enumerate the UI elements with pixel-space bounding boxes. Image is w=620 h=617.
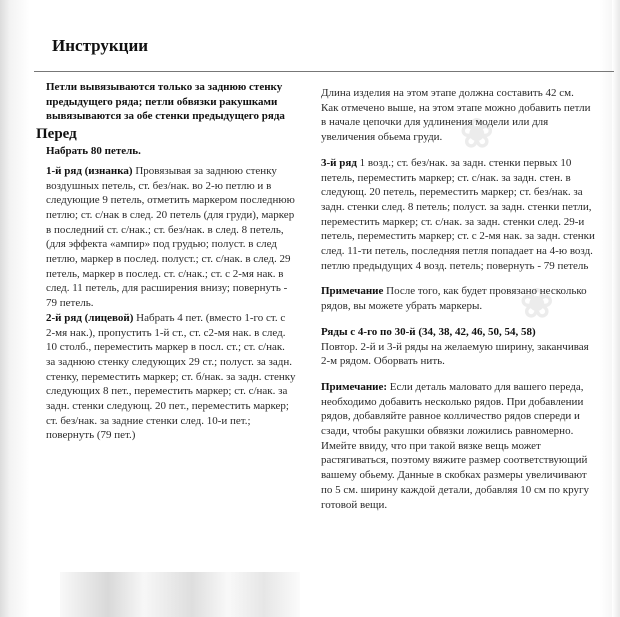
spacer <box>321 369 598 380</box>
row-1-label: 1-й ряд (изнанка) <box>46 164 133 177</box>
rows-range-heading: Ряды с 4-го по 30-й (34, 38, 42, 46, 50, 54, 58) <box>321 325 536 338</box>
row-1-text: Провязывая за заднюю стенку воздушных петель, ст. без/нак. во 2-ю петлю и в следующие 9 петель, отметить маркером последнюю петлю; ст. с/нак в след. 20 петель (для груди), маркер в последний ст. с/нак.; ст. без/нак. в след. 8 петель,(для эффекта «ампир» под грудью; полуст. в след петлю, маркер в послед. полуст.; ст. с/нак. в след. 29 петель, маркер в послед. ст. с/нак.; ст. с 2-мя нак. в след. 11 петель, для расширения внизу; повернуть - 79 петель. <box>46 164 295 310</box>
length-note: Длина изделия на этом этапе должна составить 42 см. <box>321 87 574 99</box>
row-3-text: 1 возд.; ст. без/нак. за задн. стенки первых 10 петель, переместить маркер; ст. с/нак. за задн. стен. в следующ. 20 петель, переместить маркер; ст. без/нак. за задн. стенки след. 8 петель; полуст. за задн. стенки петли, переместить маркер; ст. с/нак. за задн. стенки след. 29-и петель, переместить маркер; ст. с 2-мя нак. за задн. стенки след. 11-ти петель, последняя петля попадает на 4-ю возд. петлю предыдущих 4 возд. петель; повернуть - 79 петель <box>321 156 595 272</box>
row-3-paragraph <box>321 156 598 274</box>
spacer <box>321 273 598 284</box>
rows-range-text: Повтор. 2-й и 3-й ряды на желаемую ширину, заканчивая 2-м рядом. Оборвать нить. <box>321 340 589 368</box>
row-2-paragraph <box>46 311 296 443</box>
row-2-text: Набрать 4 пет. (вместо 1-го ст. с 2-мя нак.), пропустить 1-й ст., ст. с2-мя нак. в след. 10 столб., переместить маркер в посл. ст.; ст. с/нак. за заднюю стенку следующих 29 ст.; полуст. за задн. стенку, переместить маркер; ст. б/нак. за задн. стенку следующих 8 пет., переместить маркер; ст. с/нак. за задн. стенки следующ. 20 пет., переместить маркер; ст. без/нак. за задние стенки след. 10-и пет.; повернуть (79 пет.) <box>46 311 296 442</box>
spacer <box>321 314 598 325</box>
note-2-text: Если деталь маловато для вашего переда, необходимо добавить несколько рядов. При добавлении рядов, добавляйте равное колличество рядов спереди и сзади, чтобы ракушки обвязки ложились равномерно. Имейте ввиду, что при такой вязке вещь может растягиваться, поэтому вяжите размер соответствующий вашему обьему. Данные в скобках размеры увеличивают по 5 см. ширину каждой детали, добавляя 10 см по кругу готовой вещи. <box>321 380 589 511</box>
cast-on-instruction: Набрать 80 петель. <box>46 145 141 158</box>
note-1-label: Примечание <box>321 285 384 298</box>
note-1-text: После того, как будет провязано несколько рядов, вы можете убрать маркеры. <box>321 285 587 313</box>
page-title: Инструкции <box>52 36 149 55</box>
note-1-paragraph <box>321 284 598 313</box>
note-2-paragraph <box>321 380 598 512</box>
background-watermark-shape: ❀ <box>460 111 494 156</box>
spacer <box>321 145 598 156</box>
row-2-label: 2-й ряд (лицевой) <box>46 311 134 324</box>
right-column <box>321 86 598 512</box>
row-3-label: 3-й ряд <box>321 156 357 169</box>
left-column <box>36 80 296 443</box>
intro-note: Петли вывязываются только за заднюю стенку предыдущего ряда; петли обвязки ракушками вывязываются за обе стенки предыдущего ряда <box>46 81 285 123</box>
page-edge-shadow <box>612 0 620 617</box>
section-heading-front: Перед <box>36 126 77 143</box>
background-watermark-shape-2: ❀ <box>520 281 554 326</box>
header-divider <box>34 71 614 72</box>
note-2-label: Примечание: <box>321 380 388 393</box>
scan-bottom-artifact <box>60 572 300 617</box>
row-1-paragraph <box>46 164 296 311</box>
extension-note: Как отмечено выше, на этом этапе можно добавить петли в начале цепочки для удлинения модели или для увеличения обьема груди. <box>321 101 591 144</box>
